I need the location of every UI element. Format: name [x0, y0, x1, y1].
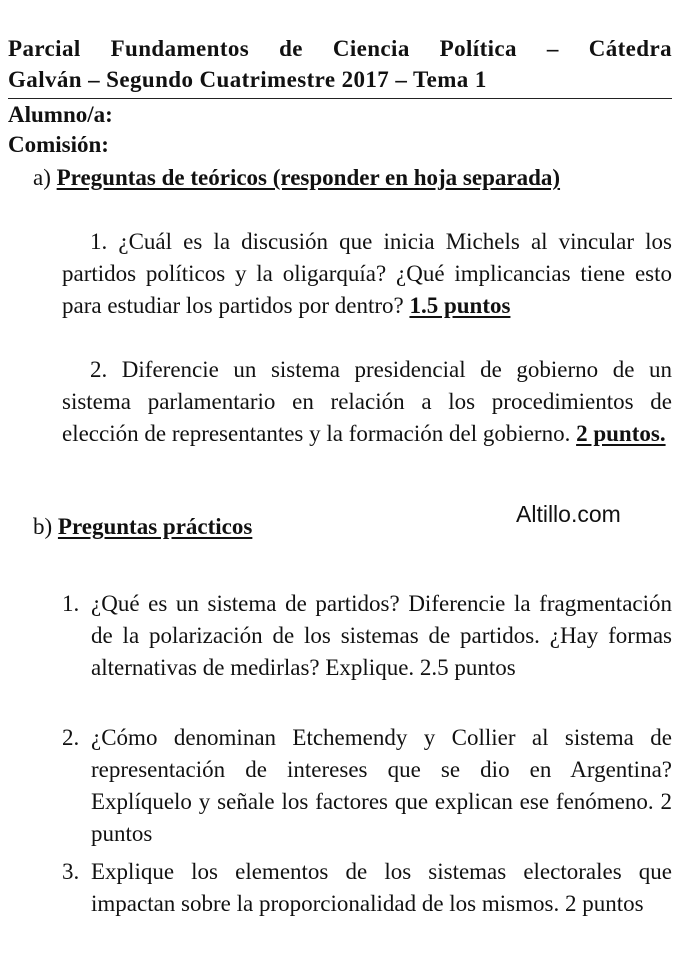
title-line-2: Galván – Segundo Cuatrimestre 2017 – Tema 1	[8, 67, 487, 92]
practice-question-3	[62, 856, 672, 952]
practice-question-2-points: 2 puntos	[91, 789, 673, 846]
practice-question-3-number: 3.	[62, 859, 80, 884]
commission-label: Comisión:	[8, 132, 109, 157]
practice-question-3-body	[91, 856, 672, 920]
practice-question-1	[62, 588, 672, 716]
practice-question-2-number: 2.	[62, 725, 80, 750]
section-b-title: Preguntas prácticos	[57, 514, 253, 539]
practice-question-2-text: ¿Cómo denominan Etchemendy y Collier al sistema de representación de intereses que se dio en Argentina? Explíquelo y señale los factores que explican ese fenómeno.	[91, 725, 672, 814]
theory-question-1-text: 1. ¿Cuál es la discusión que inicia Michels al vincular los partidos políticos y la oligarquía? ¿Qué implicancias tiene esto para estudiar los partidos por dentro?	[62, 229, 672, 318]
practice-question-1-number: 1.	[62, 591, 80, 616]
exam-title	[8, 33, 672, 95]
theory-question-1-points: 1.5 puntos	[409, 293, 511, 318]
theory-question-2-text: 2. Diferencie un sistema presidencial de gobierno de un sistema parlamentario en relación a los procedimientos de elección de representantes y la formación del gobierno.	[62, 357, 672, 446]
student-name-label: Alumno/a:	[8, 102, 113, 127]
practice-question-2-body	[91, 722, 672, 850]
section-a-letter: a)	[33, 165, 51, 190]
theory-question-2	[62, 354, 672, 450]
practice-question-1-text: ¿Qué es un sistema de partidos? Diferencie la fragmentación de la polarización de los sistemas de partidos. ¿Hay formas alternativas de medirlas? Explique.	[91, 591, 672, 680]
section-b-letter: b)	[33, 514, 53, 539]
section-b-heading	[33, 513, 252, 541]
practice-question-3-points: 2 puntos	[564, 891, 644, 916]
practice-question-1-body	[91, 588, 672, 684]
practice-question-3-text: Explique los elementos de los sistemas electorales que impactan sobre la proporcionalidad de los mismos.	[91, 859, 672, 916]
theory-question-2-points: 2 puntos.	[576, 421, 666, 446]
practice-question-2	[62, 722, 672, 850]
theory-question-1	[62, 226, 672, 322]
watermark-text: Altillo.com	[516, 501, 621, 527]
section-a-heading	[33, 164, 560, 192]
title-underline	[8, 98, 672, 99]
section-a-title: Preguntas de teóricos (responder en hoja separada)	[56, 165, 561, 190]
practice-question-1-points: 2.5 puntos	[419, 655, 516, 680]
title-line-1: Parcial Fundamentos de Ciencia Política – Cátedra	[8, 36, 672, 61]
